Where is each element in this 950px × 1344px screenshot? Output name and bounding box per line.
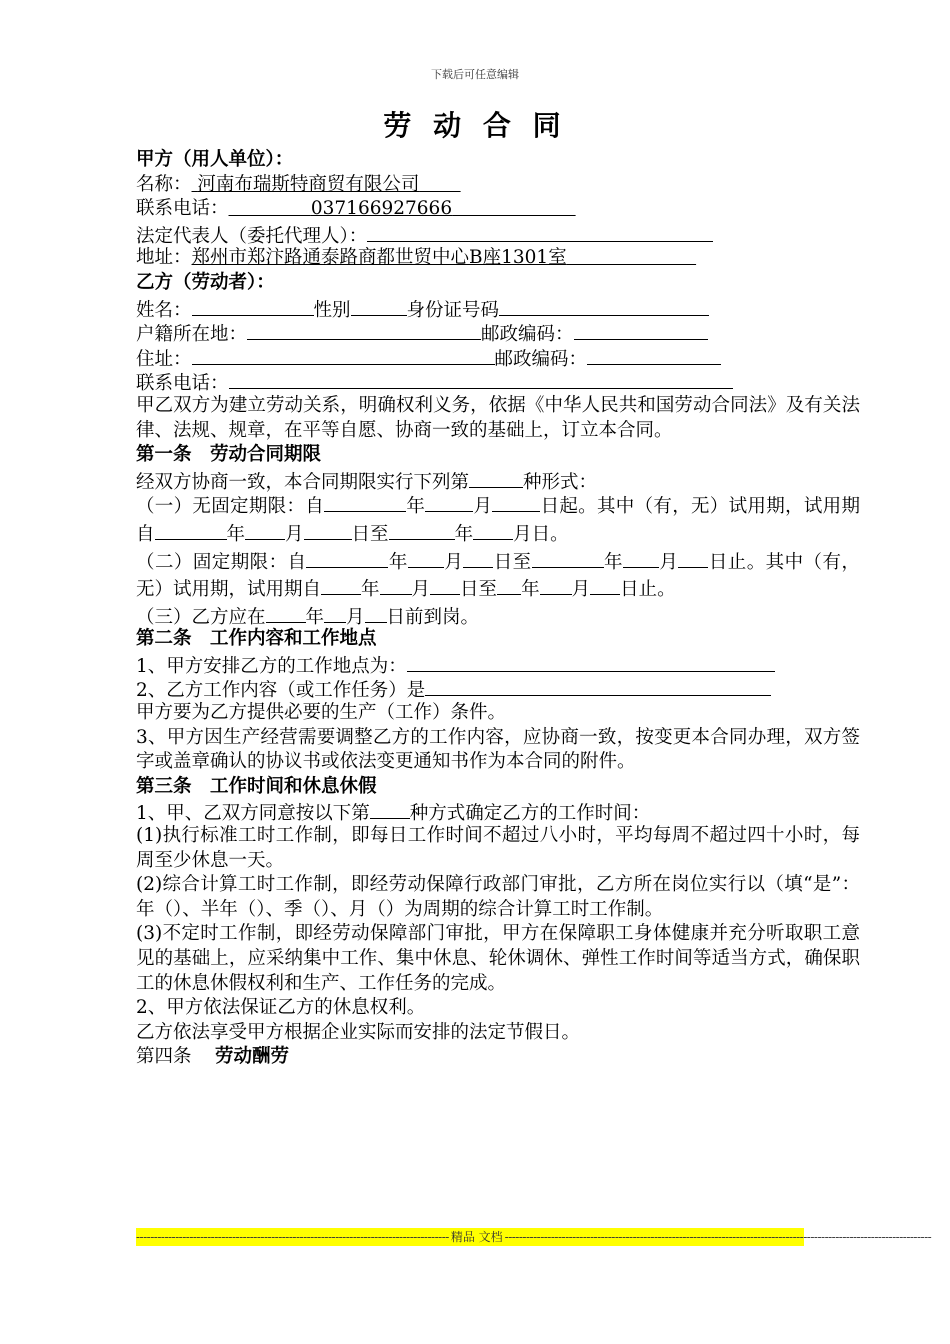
work-location-field[interactable] <box>407 652 775 672</box>
party-a-rep-label: 法定代表人（委托代理人）： <box>136 225 368 247</box>
party-b-hukou-label: 户籍所在地： <box>136 324 248 346</box>
party-b-name-line <box>136 296 860 321</box>
date-field[interactable] <box>540 575 572 595</box>
article-2-p4: 3、甲方因生产经营需要调整乙方的工作内容，应协商一致，按变更本合同办理，双方签字或盖章确认的协议书或依法变更通知书作为本合同的附件。 <box>136 726 860 773</box>
article-1-p2: （一）无固定期限：自 年 月 日起。其中（有，无）试用期，试用期自 年 月 日至 年 月日。 <box>136 492 860 547</box>
party-a-rep-field[interactable] <box>367 222 713 242</box>
date-field[interactable] <box>324 603 346 623</box>
article-1-p4: （三）乙方应在 年 月 日前到岗。 <box>136 603 860 628</box>
date-field[interactable] <box>590 575 620 595</box>
article-2-p3: 甲方要为乙方提供必要的生产（工作）条件。 <box>136 702 507 724</box>
date-field[interactable] <box>430 575 460 595</box>
date-field[interactable] <box>155 520 227 540</box>
article-3-p3: (2)综合计算工时工作制，即经劳动保障行政部门审批，乙方所在岗位实行以（填“是”：年（）、半年（）、季（）、月（）为周期的综合计算工时工作制。 <box>136 874 860 920</box>
party-a-rep-line <box>136 222 860 247</box>
date-field[interactable] <box>473 520 513 540</box>
date-field[interactable] <box>408 548 444 568</box>
date-field[interactable] <box>497 575 521 595</box>
date-field[interactable] <box>321 575 361 595</box>
party-a-phone-label: 联系电话： <box>136 198 229 220</box>
date-field[interactable] <box>365 603 387 623</box>
party-b-name-field[interactable] <box>192 296 314 316</box>
party-a-name-line <box>136 173 860 198</box>
footer-bar <box>136 1228 932 1246</box>
intro-paragraph: 甲乙双方为建立劳动关系，明确权利义务，依据《中华人民共和国劳动合同法》及有关法律、法规、规章，在平等自愿、协商一致的基础上，订立本合同。 <box>136 394 860 441</box>
party-b-hukou-line <box>136 320 860 345</box>
contract-body <box>136 148 860 1070</box>
date-field[interactable] <box>389 520 455 540</box>
party-b-phone-line <box>136 369 860 394</box>
footer-dashes-right: ------------------------------------------------------------------------------------------------------------------------ <box>504 1230 932 1244</box>
date-field[interactable] <box>324 492 406 512</box>
article-4-title: 劳动酬劳 <box>215 1046 290 1068</box>
article-4-heading <box>136 1045 860 1070</box>
date-field[interactable] <box>380 575 412 595</box>
date-field[interactable] <box>492 492 540 512</box>
party-b-postal-field-2[interactable] <box>587 345 721 365</box>
footer-dashes-left: ---------------------------------------------------------------------------------------- <box>136 1230 449 1244</box>
article-3-heading: 第三条 工作时间和休息休假 <box>136 775 377 797</box>
date-field[interactable] <box>678 548 708 568</box>
document-title: 劳 动 合 同 <box>383 109 567 142</box>
article-4-number: 第四条 <box>136 1046 192 1068</box>
article-1-p3: （二）固定期限：自 年 月 日至 年 月 日止。其中（有，无）试用期，试用期自 年 月 日至 年 月 日止。 <box>136 548 860 603</box>
party-b-hukou-field[interactable] <box>247 320 481 340</box>
article-1-heading: 第一条 劳动合同期限 <box>136 444 322 466</box>
party-a-name-value[interactable]: 河南布瑞斯特商贸有限公司 <box>197 173 420 195</box>
work-content-field[interactable] <box>425 676 771 696</box>
form-choice-field[interactable] <box>469 468 523 488</box>
article-3-p4: (3)不定时工作制，即经劳动保障部门审批，甲方在保障职工身体健康并充分听取职工意见的基础上，应采纳集中工作、集中休息、轮休调休、弹性工作时间等适当方式，确保职工的休息休假权利和生产、工作任务的完成。 <box>136 923 860 994</box>
party-b-addr-field[interactable] <box>192 345 495 365</box>
date-field[interactable] <box>532 548 604 568</box>
party-a-addr-label: 地址： <box>136 247 192 269</box>
date-field[interactable] <box>304 520 352 540</box>
party-b-name-label: 姓名： <box>136 299 192 321</box>
party-a-name-label: 名称： <box>136 173 192 195</box>
header-note: 下载后可任意编辑 <box>431 68 519 81</box>
date-field[interactable] <box>623 548 659 568</box>
party-b-addr-label: 住址： <box>136 348 192 370</box>
party-a-phone-value[interactable]: 037166927666 <box>310 198 453 220</box>
date-field[interactable] <box>306 548 388 568</box>
party-b-gender-field[interactable] <box>351 296 407 316</box>
date-field[interactable] <box>463 548 493 568</box>
article-2-heading: 第二条 工作内容和工作地点 <box>136 628 377 650</box>
article-2-p2: 2、乙方工作内容（或工作任务）是 <box>136 676 860 701</box>
party-b-postal-label: 邮政编码： <box>481 324 574 346</box>
article-3-p1: 1、甲、乙双方同意按以下第 种方式确定乙方的工作时间： <box>136 799 860 824</box>
article-3-p6: 乙方依法享受甲方根据企业实际而安排的法定节假日。 <box>136 1021 581 1043</box>
party-b-gender-label: 性别 <box>313 299 351 321</box>
date-field[interactable] <box>266 603 306 623</box>
party-a-phone-line <box>136 197 860 222</box>
party-a-addr-value[interactable]: 郑州市郑汴路通泰路商都世贸中心B座1301室 <box>191 247 567 269</box>
article-3-p2: (1)执行标准工时工作制，即每日工作时间不超过八小时，平均每周不超过四十小时，每周至少休息一天。 <box>136 825 860 871</box>
article-2-p1: 1、甲方安排乙方的工作地点为： <box>136 652 860 677</box>
party-a-addr-line <box>136 246 860 271</box>
party-b-id-label: 身份证号码 <box>406 299 500 321</box>
party-b-phone-label: 联系电话： <box>136 373 229 395</box>
date-field[interactable] <box>245 520 285 540</box>
party-b-id-field[interactable] <box>499 296 709 316</box>
party-b-phone-field[interactable] <box>229 369 733 389</box>
work-time-choice-field[interactable] <box>370 799 410 819</box>
article-1-p1: 经双方协商一致，本合同期限实行下列第 种形式： <box>136 468 860 493</box>
article-3-p5: 2、甲方依法保证乙方的休息权利。 <box>136 997 426 1019</box>
party-a-heading: 甲方（用人单位）： <box>136 149 294 170</box>
footer-text: 精品 文档 <box>450 1230 503 1244</box>
party-b-heading: 乙方（劳动者）： <box>136 271 275 293</box>
party-b-postal-label-2: 邮政编码： <box>494 348 588 370</box>
date-field[interactable] <box>425 492 473 512</box>
party-b-postal-field[interactable] <box>574 320 708 340</box>
party-b-addr-line <box>136 345 860 370</box>
